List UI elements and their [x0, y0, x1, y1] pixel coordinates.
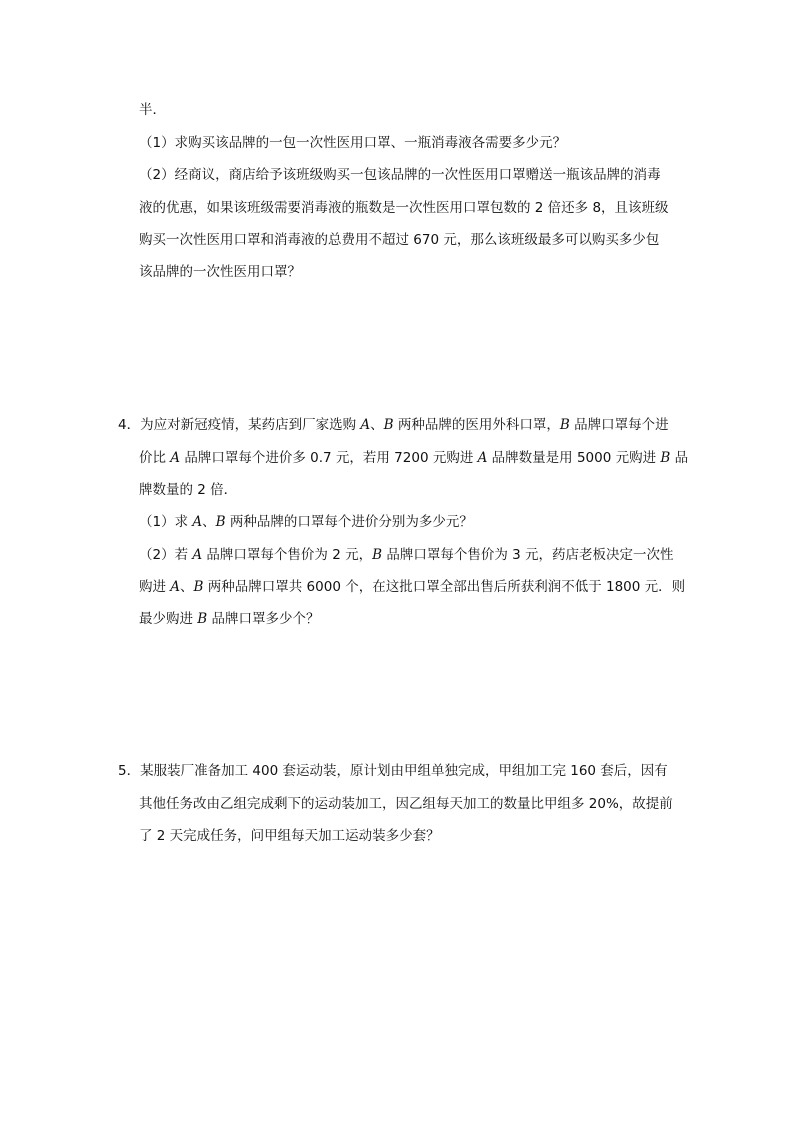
variable-b: B	[197, 611, 208, 627]
problem-3-continuation: 半．	[139, 102, 166, 118]
text-segment: 价比	[139, 450, 171, 466]
text-segment: 最少购进	[139, 611, 198, 627]
variable-a: A	[360, 417, 371, 433]
text-segment: 品牌口罩多少个？	[207, 611, 320, 627]
variable-b: B	[660, 450, 671, 466]
problem-3-part-2-line-2: 液的优惠，如果该班级需要消毒液的瓶数是一次性医用口罩包数的 2 倍还多 8，且该班级	[139, 200, 669, 216]
text-segment: 两种品牌的医用外科口罩，	[393, 417, 560, 433]
text-segment: 购进	[139, 579, 171, 595]
variable-b: B	[215, 514, 226, 530]
text-segment: 两种品牌的口罩每个进价分别为多少元？	[225, 514, 473, 530]
variable-a: A	[192, 514, 203, 530]
variable-b: B	[193, 579, 204, 595]
text-segment: （1）求	[139, 514, 193, 530]
text-segment: 品	[670, 450, 689, 466]
variable-a: A	[170, 450, 181, 466]
problem-4-stem-line-1	[118, 416, 669, 434]
problem-3-part-1: （1）求购买该品牌的一包一次性医用口罩、一瓶消毒液各需要多少元？	[139, 135, 567, 151]
problem-5-stem-line-1	[118, 762, 668, 780]
text-segment: 品牌口罩每个售价为 3 元，药店老板决定一次性	[382, 547, 674, 563]
text-segment: 品牌数量是用 5000 元购进	[487, 450, 661, 466]
text-segment: 某服装厂准备加工 400 套运动装，原计划由甲组单独完成，甲组加工完 160 套后，因有	[140, 763, 668, 779]
problem-4-stem-line-2	[139, 449, 688, 467]
text-segment: 品牌口罩每个进价多 0.7 元，若用 7200 元购进	[180, 450, 478, 466]
problem-4-stem-line-3	[139, 481, 237, 499]
problem-4-part-2-line-3	[139, 610, 320, 628]
text-segment: 、	[202, 514, 216, 530]
variable-a: A	[477, 450, 488, 466]
problem-4-part-2-line-1	[139, 546, 674, 564]
problem-4-part-2-line-2	[139, 578, 685, 596]
text-segment: 两种品牌口罩共 6000 个，在这批口罩全部出售后所获利润不低于 1800 元．则	[203, 579, 686, 595]
problem-5-stem-line-2: 其他任务改由乙组完成剩下的运动装加工，因乙组每天加工的数量比甲组多 20%，故提前	[139, 796, 673, 812]
text-segment: 为应对新冠疫情，某药店到厂家选购	[140, 417, 361, 433]
text-segment: 品牌口罩每个进	[569, 417, 669, 433]
problem-5-number: 5．	[118, 763, 141, 779]
variable-b: B	[383, 417, 394, 433]
text-segment: 牌数量的 2 倍．	[139, 482, 238, 498]
problem-3-part-2-line-4: 该品牌的一次性医用口罩？	[139, 264, 301, 280]
problem-5-stem-line-3: 了 2 天完成任务，问甲组每天加工运动装多少套？	[139, 828, 440, 844]
variable-b: B	[559, 417, 570, 433]
problem-3-part-2-line-3: 购买一次性医用口罩和消毒液的总费用不超过 670 元，那么该班级最多可以购买多少包	[139, 232, 660, 248]
variable-a: A	[170, 579, 181, 595]
text-segment: 、	[370, 417, 384, 433]
problem-4-number: 4．	[118, 417, 141, 433]
problem-3-part-2-line-1: （2）经商议，商店给予该班级购买一包该品牌的一次性医用口罩赠送一瓶该品牌的消毒	[139, 167, 661, 183]
problem-4-part-1	[139, 513, 473, 531]
text-segment: 、	[180, 579, 194, 595]
variable-b: B	[372, 547, 383, 563]
text-segment: （2）若	[139, 547, 193, 563]
variable-a: A	[192, 547, 203, 563]
text-segment: 品牌口罩每个售价为 2 元，	[202, 547, 373, 563]
